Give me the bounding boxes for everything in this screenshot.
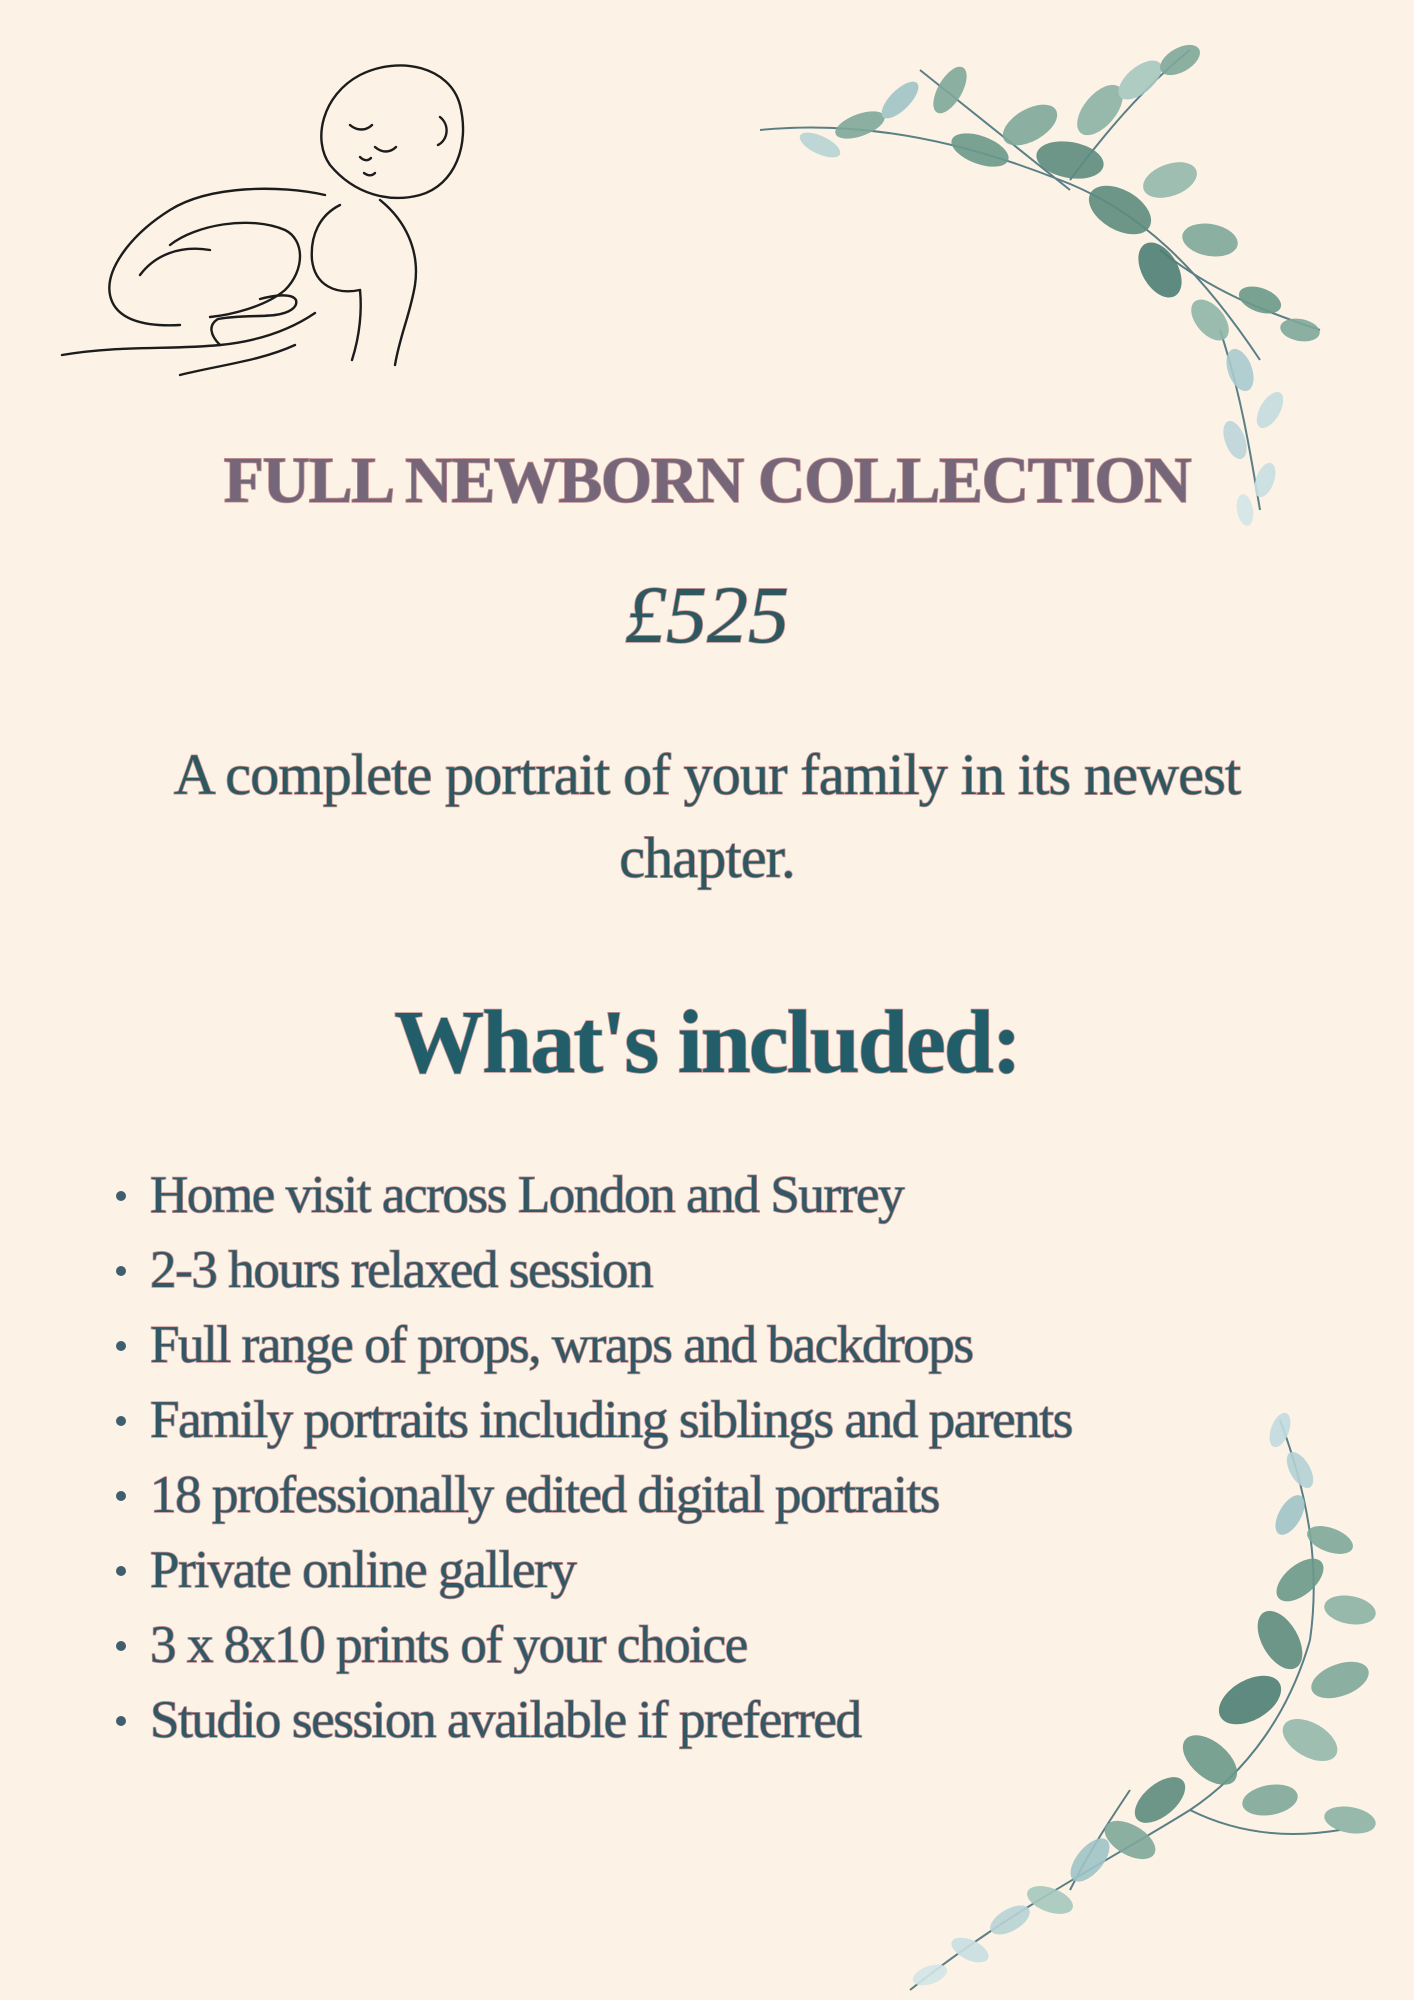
bullet-icon	[116, 1491, 126, 1501]
list-item-text: Full range of props, wraps and backdrops	[150, 1316, 973, 1374]
bullet-icon	[116, 1641, 126, 1651]
list-item	[116, 1233, 1072, 1308]
newborn-line-drawing	[60, 45, 480, 385]
bullet-icon	[116, 1266, 126, 1276]
list-item-text: 2-3 hours relaxed session	[150, 1241, 653, 1299]
list-item	[116, 1533, 1072, 1608]
list-item	[116, 1158, 1072, 1233]
bullet-icon	[116, 1566, 126, 1576]
list-item-text: Home visit across London and Surrey	[150, 1166, 904, 1224]
collection-title: FULL NEWBORN COLLECTION	[223, 444, 1191, 517]
tagline-line-1: A complete portrait of your family in its newest	[173, 742, 1241, 807]
list-item	[116, 1383, 1072, 1458]
list-item-text: Studio session available if preferred	[150, 1691, 861, 1749]
included-list	[116, 1158, 1072, 1758]
list-item	[116, 1308, 1072, 1383]
bullet-icon	[116, 1416, 126, 1426]
list-item-text: 3 x 8x10 prints of your choice	[150, 1616, 747, 1674]
price-label: £525	[625, 569, 789, 660]
list-item	[116, 1608, 1072, 1683]
tagline	[40, 733, 1374, 899]
list-item-text: Private online gallery	[150, 1541, 576, 1599]
bullet-icon	[116, 1716, 126, 1726]
tagline-line-2: chapter.	[619, 825, 795, 890]
list-item-text: 18 professionally edited digital portraits	[150, 1466, 940, 1524]
bullet-icon	[116, 1341, 126, 1351]
list-item	[116, 1683, 1072, 1758]
included-heading: What's included:	[394, 993, 1020, 1092]
list-item	[116, 1458, 1072, 1533]
bullet-icon	[116, 1191, 126, 1201]
list-item-text: Family portraits including siblings and parents	[150, 1391, 1072, 1449]
